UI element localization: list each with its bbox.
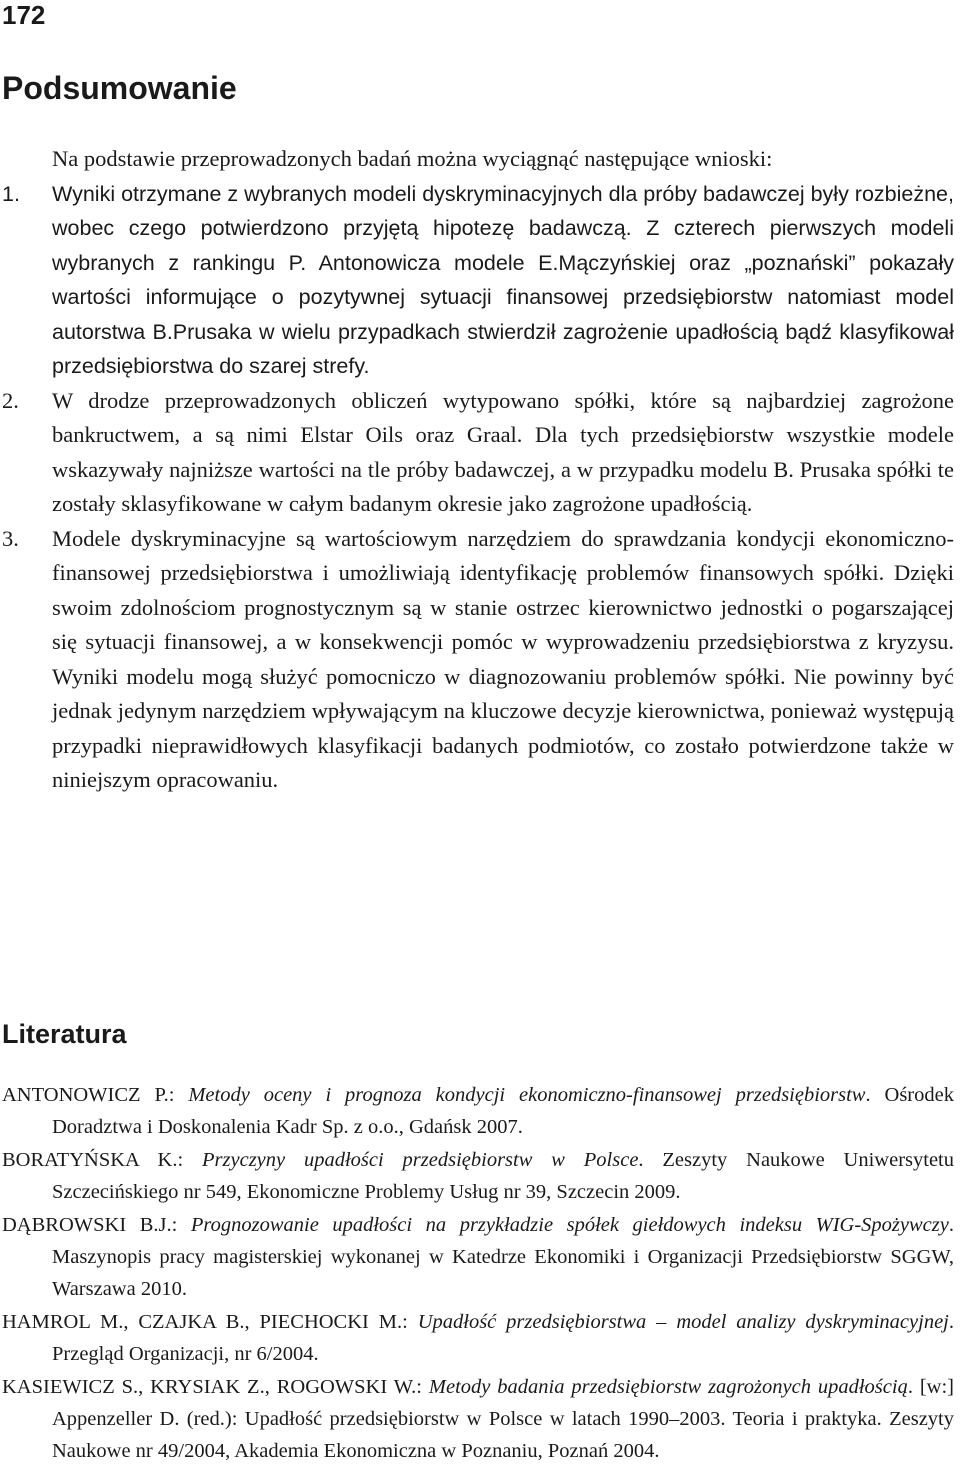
- reference-item: [2, 1209, 954, 1305]
- summary-body: [2, 142, 954, 798]
- ref-details: . [w:] Appenzeller D. (red.): Upadłość przedsiębiorstw w Polsce w latach 1990–2003. Teoria i praktyka. Zeszyty Naukowe nr 49/2004, Akademia Ekonomiczna w Poznaniu, Poznań 2004.: [52, 1376, 954, 1462]
- ref-title: Metody badania przedsiębiorstw zagrożonych upadłością: [428, 1376, 908, 1398]
- section-title: Podsumowanie: [2, 70, 237, 106]
- conclusion-item-3: [2, 522, 954, 798]
- ref-details: . Zeszyty Naukowe Uniwersytetu Szczecińskiego nr 549, Ekonomiczne Problemy Usług nr 39, Szczecin 2009.: [52, 1149, 954, 1203]
- reference-item: [2, 1306, 954, 1370]
- ref-author: HAMROL M., CZAJKA B., PIECHOCKI M.:: [2, 1311, 418, 1333]
- item-text: Modele dyskryminacyjne są wartościowym narzędziem do sprawdzania kondycji ekonomiczno-finansowej przedsiębiorstwa i umożliwiają identyfikację problemów finansowych spółki. Dzięki swoim zdolnościom prognostycznym są w stanie ostrzec kierownictwo jednostki o pogarszającej się sytuacji finansowej, a w konsekwencji pomóc w wyprowadzeniu przedsiębiorstwa z kryzysu. Wyniki modelu mogą służyć pomocniczo w diagnozowaniu problemów spółki. Nie powinny być jednak jedynym narzędziem wpływającym na kluczowe decyzje kierownictwa, ponieważ występują przypadki nieprawidłowych klasyfikacji badanych podmiotów, co zostało potwierdzone także w niniejszym opracowaniu.: [52, 525, 954, 792]
- ref-details: . Maszynopis pracy magisterskiej wykonanej w Katedrze Ekonomiki i Organizacji Przedsiębiorstw SGGW, Warszawa 2010.: [52, 1214, 954, 1300]
- ref-details: . Ośrodek Doradztwa i Doskonalenia Kadr Sp. z o.o., Gdańsk 2007.: [52, 1084, 954, 1138]
- ref-details: . Przegląd Organizacji, nr 6/2004.: [52, 1311, 954, 1365]
- conclusion-item-2: [2, 384, 954, 522]
- reference-list: [2, 1079, 954, 1468]
- item-number: 2.: [2, 387, 19, 413]
- intro-paragraph: Na podstawie przeprowadzonych badań można wyciągnąć następujące wnioski:: [52, 146, 773, 171]
- item-text: W drodze przeprowadzonych obliczeń wytypowano spółki, które są najbardziej zagrożone bankructwem, a są nimi Elstar Oils oraz Graal. Dla tych przedsiębiorstw wszystkie modele wskazywały najniższe wartości na tle próby badawczej, a w przypadku modelu B. Prusaka spółki te zostały sklasyfikowane w całym badanym okresie jako zagrożone upadłością.: [52, 387, 954, 516]
- ref-title: Metody oceny i prognoza kondycji ekonomiczno-finansowej przedsiębiorstw: [188, 1084, 866, 1106]
- conclusion-item-1: [2, 177, 954, 384]
- item-number: 3.: [2, 525, 19, 551]
- page-number: 172: [2, 0, 46, 30]
- ref-title: Przyczyny upadłości przedsiębiorstw w Polsce: [202, 1149, 639, 1171]
- ref-author: ANTONOWICZ P.:: [2, 1084, 189, 1106]
- ref-author: DĄBROWSKI B.J.:: [2, 1214, 191, 1236]
- ref-author: KASIEWICZ S., KRYSIAK Z., ROGOWSKI W.:: [2, 1376, 429, 1398]
- reference-item: [2, 1371, 954, 1467]
- reference-item: [2, 1144, 954, 1208]
- ref-title: Upadłość przedsiębiorstwa – model analizy dyskryminacyjnej: [417, 1311, 949, 1333]
- reference-item: [2, 1079, 954, 1143]
- ref-title: Prognozowanie upadłości na przykładzie spółek giełdowych indeksu WIG-Spożywczy: [190, 1214, 949, 1236]
- ref-author: BORATYŃSKA K.:: [2, 1149, 203, 1171]
- literature-title: Literatura: [2, 1019, 127, 1049]
- item-number: 1.: [2, 181, 20, 206]
- item-text: Wyniki otrzymane z wybranych modeli dyskryminacyjnych dla próby badawczej były rozbieżne, wobec czego potwierdzono przyjętą hipotezę badawczą. Z czterech pierwszych modeli wybranych z rankingu P. Antonowicza modele E.Mączyńskiej oraz „poznański” pokazały wartości informujące o pozytywnej sytuacji finansowej przedsiębiorstw natomiast model autorstwa B.Prusaka w wielu przypadkach stwierdził zagrożenie upadłością bądź klasyfikował przedsiębiorstwa do szarej strefy.: [52, 181, 954, 378]
